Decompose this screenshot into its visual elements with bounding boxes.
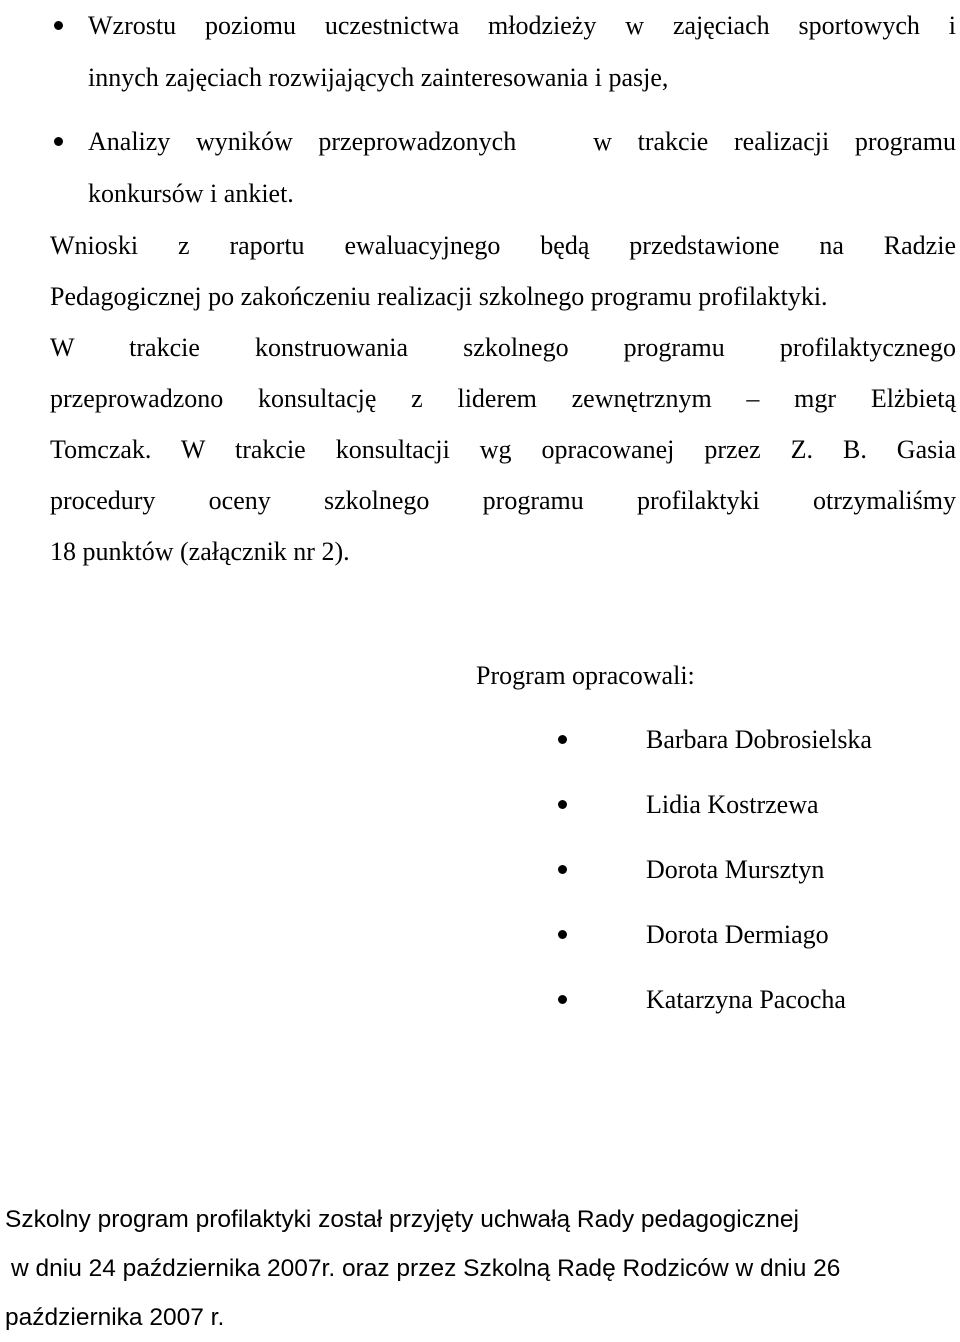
list-item bbox=[50, 0, 956, 104]
paragraph-line: Wnioski z raportu ewaluacyjnego będą przedstawione na Radzie bbox=[50, 231, 956, 260]
bullet-icon bbox=[558, 865, 567, 874]
list-item-line: Wzrostu poziomu uczestnictwa młodzieży w zajęciach sportowych i bbox=[88, 11, 956, 40]
adoption-note-line: października 2007 r. bbox=[5, 1304, 225, 1331]
author-item bbox=[546, 844, 946, 909]
author-name: Dorota Dermiago bbox=[646, 920, 829, 949]
author-name: Barbara Dobrosielska bbox=[646, 725, 872, 754]
paragraph-line: procedury oceny szkolnego programu profilaktyki otrzymaliśmy bbox=[50, 486, 956, 515]
adoption-note bbox=[5, 1195, 840, 1342]
bullet-icon bbox=[558, 800, 567, 809]
bullet-icon bbox=[558, 930, 567, 939]
paragraph-line: Tomczak. W trakcie konsultacji wg opracowanej przez Z. B. Gasia bbox=[50, 435, 956, 464]
authors-section bbox=[476, 650, 872, 1014]
paragraph-line: W trakcie konstruowania szkolnego programu profilaktycznego bbox=[50, 333, 956, 362]
author-item bbox=[546, 974, 946, 1039]
consultation-paragraph bbox=[50, 322, 956, 577]
list-item-line: innych zajęciach rozwijających zainteresowania i pasje, bbox=[88, 63, 669, 92]
author-item bbox=[546, 779, 946, 844]
paragraph-line: Pedagogicznej po zakończeniu realizacji szkolnego programu profilaktyki. bbox=[50, 282, 828, 311]
author-name: Dorota Mursztyn bbox=[646, 855, 825, 884]
bullet-list bbox=[50, 0, 956, 220]
bullet-icon bbox=[558, 995, 567, 1004]
bullet-icon bbox=[54, 21, 63, 30]
list-item-line: Analizy wyników przeprowadzonych w trakcie realizacji programu bbox=[88, 127, 956, 156]
author-item bbox=[546, 909, 946, 974]
paragraph-line: 18 punktów (załącznik nr 2). bbox=[50, 537, 350, 566]
authors-heading: Program opracowali: bbox=[476, 661, 695, 690]
author-item bbox=[546, 714, 946, 779]
author-name: Katarzyna Pacocha bbox=[646, 985, 846, 1014]
conclusions-paragraph bbox=[50, 220, 956, 322]
adoption-note-line: Szkolny program profilaktyki został przyjęty uchwałą Rady pedagogicznej bbox=[5, 1206, 799, 1233]
author-name: Lidia Kostrzewa bbox=[646, 790, 819, 819]
list-item-line: konkursów i ankiet. bbox=[88, 179, 294, 208]
author-list bbox=[546, 714, 946, 1039]
list-item bbox=[50, 116, 956, 220]
bullet-icon bbox=[54, 137, 63, 146]
bullet-icon bbox=[558, 735, 567, 744]
paragraph-line: przeprowadzono konsultację z liderem zewnętrznym – mgr Elżbietą bbox=[50, 384, 956, 413]
adoption-note-line: w dniu 24 października 2007r. oraz przez Szkolną Radę Rodziców w dniu 26 bbox=[11, 1255, 841, 1282]
